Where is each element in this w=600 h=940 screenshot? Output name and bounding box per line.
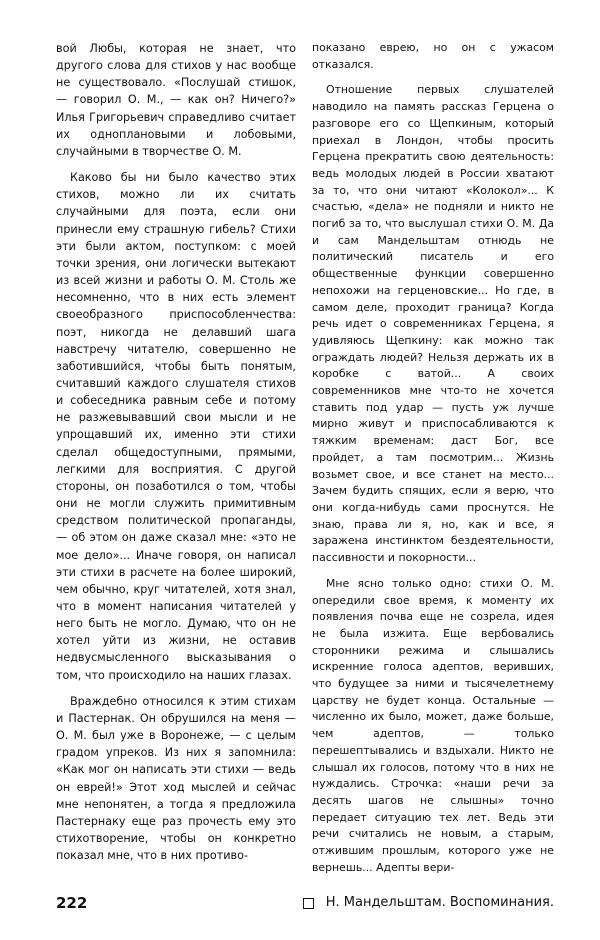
paragraph: Каково бы ни было качество этих стихов, можно ли их считать случайными для поэта, если они принесли ему страшную гибель? Стихи эти были актом, поступком: с моей точки зрения, они логически вытекают из всей жизни и работы О. М. Столь же несомненно, что в них есть элемент своеобразного приспособленчества: поэт, никогда не делавший шага навстречу читателю, совершенно не заботившийся, чтобы быть понятым, считавший каждого слушателя стихов и собеседника равным себе и потому не разжевывавший свои мысли и не упрощавший их, именно эти стихи сделал общедоступными, прямыми, легкими для восприятия. С другой стороны, он позаботился о том, чтобы они не могли служить примитивным средством политической пропаганды, — об этом он даже сказал мне: «это не мое дело»... Иначе говоря, он написал эти стихи в расчете на более широкий, чем обычно, круг читателей, хотя знал, что в момент написания читателей у него быть не могло. Думаю, что он не хотел уйти из жизни, не оставив недвусмысленного высказывания о том, что происходило на наших глазах. [56, 171, 296, 682]
left-column [56, 40, 296, 864]
paragraph: Враждебно относился к этим стихам и Пастернак. Он обрушился на меня — О. М. был уже в Воронеже, — с целым градом упреков. Из них я запомнила: «Как мог он написать эти стихи — ведь он еврей!» Этот ход мыслей и сейчас мне непонятен, а тогда я предложила Пастернаку еще раз прочесть ему это стихотворение, чтобы он конкретно показал мне, что в них противо- [56, 694, 296, 863]
page-footer [56, 892, 554, 914]
running-title: Н. Мандельштам. Воспоминания. [325, 895, 554, 910]
paragraph: показано еврею, но он с ужасом отказался. [312, 41, 554, 71]
square-icon [303, 898, 314, 909]
page-number: 222 [56, 894, 88, 912]
paragraph: Мне ясно только одно: стихи О. М. опередили свое время, к моменту их появления почва еще не созрела, идея не была изжита. Еще вербовались сторонники режима и слышались искренние голоса адептов, веривших, что будущее за ними и тысячелетнему царству не будет конца. Остальные — численно их было, может, даже больше, чем адептов, — только перешептывались и вздыхали. Никто не слышал их голосов, потому что в них не нуждались. Строчка: «наши речи за десять шагов не слышны» точно передает ситуацию тех лет. Ведь эти речи считались не новым, а старым, отжившим прошлым, которого уже не вернешь... Адепты вери- [312, 576, 554, 874]
right-column [312, 40, 554, 876]
running-footer [303, 892, 554, 914]
paragraph: Отношение первых слушателей наводило на память рассказ Герцена о разговоре его со Щепкиным, который приехал в Лондон, чтобы просить Герцена прекратить свою деятельность: ведь молодых людей в России хватают за то, что они читают «Колокол»... К счастью, «дела» не подняли и никто не погиб за то, что выслушал стихи О. М. Да и сам Мандельштам отнюдь не политический писатель и его общественные функции совершенно непохожи на герценовские... Но где, в самом деле, проходит граница? Когда речь идет о современниках Герцена, я удивляюсь Щепкину: как можно так ограждать людей? Нельзя держать их в коробке с ватой... А своих современников мне что-то не хочется ставить под удар — пусть уж лучше мирно живут и приспосабливаются к тяжким временам: даст Бог, все пройдет, а там посмотрим... Жизнь возьмет свое, и все станет на место... Зачем будить спящих, если я верю, что они когда-нибудь сами проснутся. Не знаю, права ли я, но, как и все, я заражена инстинктом бездеятельности, пассивности и покорности... [312, 83, 554, 565]
paragraph: вой Любы, которая не знает, что другого слова для стихов у нас вообще не существовало. «Послушай стишок, — говорил О. М., — как он? Ничего?» Илья Григорьевич справедливо считает их одноплановыми и лобовыми, случайными в творчестве О. М. [56, 42, 296, 158]
